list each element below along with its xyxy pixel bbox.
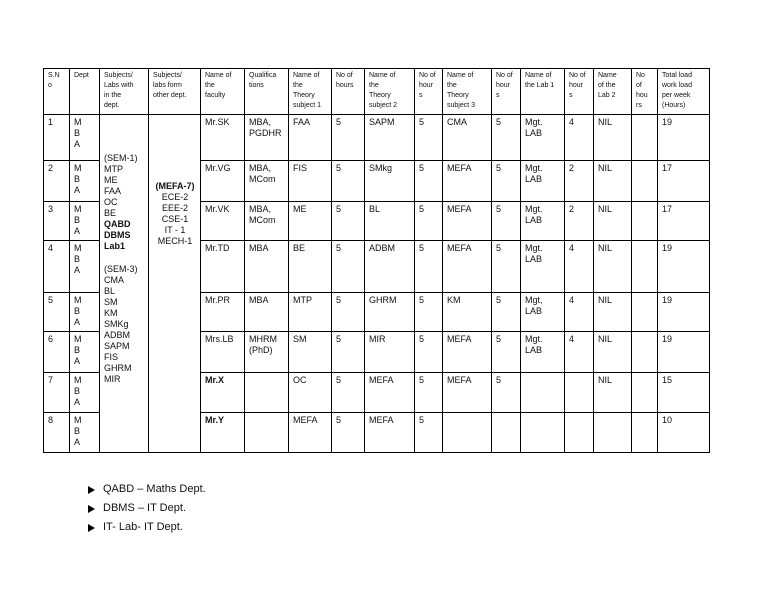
cell-lab-hours-2 <box>632 115 658 161</box>
faculty-workload-table <box>43 68 710 453</box>
cell-theory-1: MTP <box>289 293 332 332</box>
cell-faculty: Mr.PR <box>201 293 245 332</box>
note-text: QABD – Maths Dept. <box>103 483 206 495</box>
cell-theory-2: GHRM <box>365 293 415 332</box>
subject-item: FAA <box>104 186 122 196</box>
note-text: IT- Lab- IT Dept. <box>103 521 183 533</box>
cell-lab-hours-1: 4 <box>565 332 594 373</box>
cell-lab-2: NIL <box>594 293 632 332</box>
subject-item: SAPM <box>104 341 130 351</box>
header-lab-2: Name of the Lab 2 <box>594 69 632 115</box>
cell-theory-3: MEFA <box>443 161 492 202</box>
cell-sno: 3 <box>44 202 70 241</box>
subject-item: QABD <box>104 219 131 229</box>
cell-lab-hours-1: 4 <box>565 293 594 332</box>
cell-lab-1 <box>521 373 565 413</box>
cell-hours-1: 5 <box>332 293 365 332</box>
cell-sno: 4 <box>44 241 70 293</box>
cell-qualification: MBA <box>245 241 289 293</box>
cell-hours-1: 5 <box>332 413 365 453</box>
cell-sno: 1 <box>44 115 70 161</box>
header-hours-2: No of hour s <box>415 69 443 115</box>
cell-hours-2: 5 <box>415 241 443 293</box>
cell-sno: 2 <box>44 161 70 202</box>
cell-theory-1: FIS <box>289 161 332 202</box>
cell-qualification: MBA, PGDHR <box>245 115 289 161</box>
cell-hours-3: 5 <box>492 241 521 293</box>
cell-hours-1: 5 <box>332 241 365 293</box>
cell-hours-3: 5 <box>492 161 521 202</box>
cell-dept: M B A <box>70 293 100 332</box>
cell-theory-3: MEFA <box>443 202 492 241</box>
note-item <box>88 480 206 499</box>
subject-item: (SEM-3) <box>104 264 138 274</box>
cell-lab-1: Mgt. LAB <box>521 241 565 293</box>
cell-sno: 8 <box>44 413 70 453</box>
cell-hours-1: 5 <box>332 115 365 161</box>
header-lab-1: Name of the Lab 1 <box>521 69 565 115</box>
header-faculty: Name of the faculty <box>201 69 245 115</box>
cell-theory-3 <box>443 413 492 453</box>
cell-total-load: 19 <box>658 293 710 332</box>
cell-lab-2: NIL <box>594 202 632 241</box>
cell-lab-hours-2 <box>632 293 658 332</box>
cell-theory-1: BE <box>289 241 332 293</box>
cell-lab-hours-1: 4 <box>565 241 594 293</box>
cell-lab-hours-1: 2 <box>565 161 594 202</box>
cell-dept: M B A <box>70 241 100 293</box>
table-row <box>44 115 710 161</box>
header-lab-hours-1: No of hour s <box>565 69 594 115</box>
cell-theory-2: ADBM <box>365 241 415 293</box>
cell-subjects-own-list <box>100 115 149 453</box>
cell-faculty: Mr.TD <box>201 241 245 293</box>
cell-hours-2: 5 <box>415 161 443 202</box>
header-lab-hours-2: No of hou rs <box>632 69 658 115</box>
subject-item: CMA <box>104 275 124 285</box>
header-sno: S.N o <box>44 69 70 115</box>
cell-theory-1: OC <box>289 373 332 413</box>
cell-lab-hours-1: 4 <box>565 115 594 161</box>
cell-total-load: 19 <box>658 241 710 293</box>
cell-hours-2: 5 <box>415 373 443 413</box>
cell-qualification: MBA <box>245 293 289 332</box>
subject-item <box>104 252 145 264</box>
cell-total-load: 17 <box>658 202 710 241</box>
subject-item: KM <box>104 308 118 318</box>
cell-hours-3: 5 <box>492 332 521 373</box>
cell-hours-1: 5 <box>332 202 365 241</box>
cell-qualification: MBA, MCom <box>245 161 289 202</box>
cell-lab-hours-1 <box>565 373 594 413</box>
cell-hours-2: 5 <box>415 413 443 453</box>
note-item <box>88 518 206 537</box>
header-hours-1: No of hours <box>332 69 365 115</box>
subject-item: BL <box>104 286 116 296</box>
cell-total-load: 19 <box>658 332 710 373</box>
cell-dept: M B A <box>70 161 100 202</box>
subject-item: MTP <box>104 164 123 174</box>
cell-hours-3: 5 <box>492 373 521 413</box>
cell-lab-hours-2 <box>632 161 658 202</box>
cell-dept: M B A <box>70 373 100 413</box>
header-row <box>44 69 710 115</box>
other-dept-subject-item: IT - 1 <box>164 225 186 235</box>
cell-hours-1: 5 <box>332 373 365 413</box>
cell-lab-hours-1 <box>565 413 594 453</box>
cell-faculty: Mr.VG <box>201 161 245 202</box>
subject-item: BE <box>104 208 117 218</box>
cell-lab-1: Mgt. LAB <box>521 202 565 241</box>
cell-theory-3: CMA <box>443 115 492 161</box>
cell-lab-2: NIL <box>594 161 632 202</box>
cell-lab-hours-2 <box>632 373 658 413</box>
cell-theory-2: MEFA <box>365 373 415 413</box>
subject-item: SMKg <box>104 319 129 329</box>
subject-item: SM <box>104 297 118 307</box>
header-theory-2: Name of the Theory subject 2 <box>365 69 415 115</box>
cell-theory-2: SMkg <box>365 161 415 202</box>
cell-dept: M B A <box>70 115 100 161</box>
cell-lab-hours-1: 2 <box>565 202 594 241</box>
subject-item: FIS <box>104 352 119 362</box>
cell-dept: M B A <box>70 332 100 373</box>
subject-item: ADBM <box>104 330 131 340</box>
cell-lab-2: NIL <box>594 332 632 373</box>
header-theory-3: Name of the Theory subject 3 <box>443 69 492 115</box>
cell-hours-2: 5 <box>415 115 443 161</box>
cell-theory-2: MIR <box>365 332 415 373</box>
cell-hours-2: 5 <box>415 202 443 241</box>
subject-item: Lab1 <box>104 241 126 251</box>
other-dept-subject-item: CSE-1 <box>161 214 189 224</box>
cell-lab-1: Mgt. LAB <box>521 115 565 161</box>
subject-item: MIR <box>104 374 121 384</box>
cell-lab-hours-2 <box>632 332 658 373</box>
header-subjects-own: Subjects/ Labs with in the dept. <box>100 69 149 115</box>
cell-theory-2: BL <box>365 202 415 241</box>
header-total-load: Total load work load per week (Hours) <box>658 69 710 115</box>
notes-list <box>88 480 206 537</box>
cell-total-load: 15 <box>658 373 710 413</box>
header-hours-3: No of hour s <box>492 69 521 115</box>
cell-theory-1: MEFA <box>289 413 332 453</box>
cell-hours-3: 5 <box>492 293 521 332</box>
subject-item: OC <box>104 197 118 207</box>
cell-faculty: Mr.Y <box>201 413 245 453</box>
cell-qualification <box>245 373 289 413</box>
cell-faculty: Mrs.LB <box>201 332 245 373</box>
cell-qualification: MHRM (PhD) <box>245 332 289 373</box>
cell-theory-3: KM <box>443 293 492 332</box>
cell-hours-2: 5 <box>415 293 443 332</box>
cell-lab-2 <box>594 413 632 453</box>
header-theory-1: Name of the Theory subject 1 <box>289 69 332 115</box>
cell-sno: 5 <box>44 293 70 332</box>
cell-dept: M B A <box>70 413 100 453</box>
cell-dept: M B A <box>70 202 100 241</box>
cell-theory-2: MEFA <box>365 413 415 453</box>
header-qualification: Qualifica tions <box>245 69 289 115</box>
cell-lab-1: Mgt. LAB <box>521 161 565 202</box>
subject-item: GHRM <box>104 363 132 373</box>
cell-qualification: MBA, MCom <box>245 202 289 241</box>
note-item <box>88 499 206 518</box>
cell-hours-1: 5 <box>332 161 365 202</box>
cell-lab-1 <box>521 413 565 453</box>
cell-theory-3: MEFA <box>443 373 492 413</box>
cell-lab-2: NIL <box>594 241 632 293</box>
cell-lab-1: Mgt, LAB <box>521 293 565 332</box>
cell-sno: 7 <box>44 373 70 413</box>
subject-item: DBMS <box>104 230 131 240</box>
header-subjects-other: Subjects/ labs form other dept. <box>149 69 201 115</box>
cell-hours-3: 5 <box>492 202 521 241</box>
cell-faculty: Mr.SK <box>201 115 245 161</box>
cell-sno: 6 <box>44 332 70 373</box>
subject-item: (SEM-1) <box>104 153 138 163</box>
cell-theory-1: SM <box>289 332 332 373</box>
cell-hours-1: 5 <box>332 332 365 373</box>
cell-hours-2: 5 <box>415 332 443 373</box>
other-dept-subject-item: ECE-2 <box>161 192 189 202</box>
cell-subjects-other-list <box>149 115 201 453</box>
other-dept-subject-item: (MEFA-7) <box>155 181 195 191</box>
cell-hours-3: 5 <box>492 115 521 161</box>
cell-lab-1: Mgt. LAB <box>521 332 565 373</box>
cell-total-load: 17 <box>658 161 710 202</box>
cell-faculty: Mr.X <box>201 373 245 413</box>
cell-total-load: 10 <box>658 413 710 453</box>
arrow-bullet-icon <box>88 524 95 532</box>
note-text: DBMS – IT Dept. <box>103 502 186 514</box>
subject-item <box>104 141 145 153</box>
cell-faculty: Mr.VK <box>201 202 245 241</box>
arrow-bullet-icon <box>88 505 95 513</box>
header-dept: Dept <box>70 69 100 115</box>
cell-lab-2: NIL <box>594 115 632 161</box>
cell-lab-hours-2 <box>632 413 658 453</box>
cell-theory-3: MEFA <box>443 332 492 373</box>
cell-theory-2: SAPM <box>365 115 415 161</box>
cell-lab-hours-2 <box>632 241 658 293</box>
cell-theory-3: MEFA <box>443 241 492 293</box>
cell-lab-hours-2 <box>632 202 658 241</box>
arrow-bullet-icon <box>88 486 95 494</box>
cell-lab-2: NIL <box>594 373 632 413</box>
other-dept-subject-item: MECH-1 <box>157 236 193 246</box>
subject-item: ME <box>104 175 118 185</box>
cell-theory-1: FAA <box>289 115 332 161</box>
cell-hours-3 <box>492 413 521 453</box>
other-dept-subject-item: EEE-2 <box>161 203 188 213</box>
cell-theory-1: ME <box>289 202 332 241</box>
cell-qualification <box>245 413 289 453</box>
cell-total-load: 19 <box>658 115 710 161</box>
